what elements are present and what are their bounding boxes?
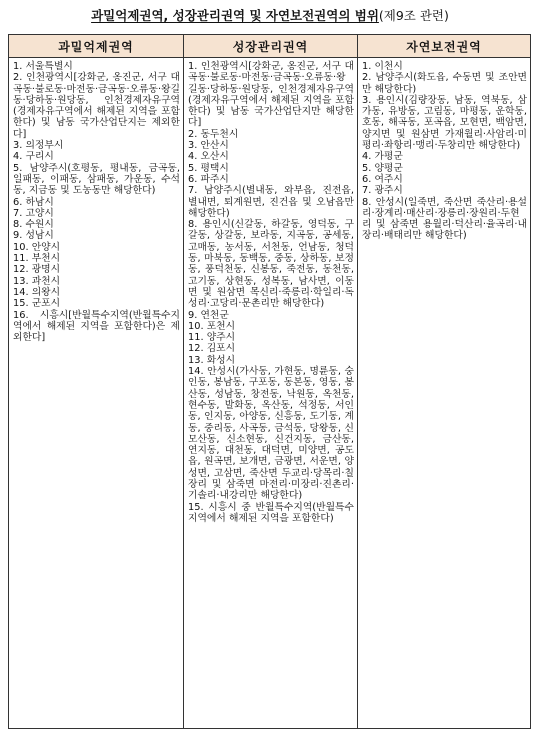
header-growth-management: 성장관리권역	[184, 35, 358, 58]
list-item: 3. 안산시	[188, 140, 229, 152]
list-item: 8. 안성시(일죽면, 죽산면 죽산리·용설리·장계리·매산리·장릉리·장원리·두현리 및 삼죽면 용월리·덕산리·율곡리·내장리·배태리만 해당한다)	[362, 196, 527, 242]
list-item: 11. 부천시	[13, 253, 61, 265]
list-item: 11. 양주시	[188, 332, 236, 344]
document-title-main: 과밀억제권역, 성장관리권역 및 자연보전권역의 범위	[91, 8, 379, 23]
document-title-note: (제9조 관련)	[378, 8, 449, 23]
list-item: 5. 평택시	[188, 162, 229, 174]
list-item: 3. 용인시(김량장동, 남동, 역북동, 삼가동, 유방동, 고림동, 마평동, 운학동, 호동, 해곡동, 포곡읍, 모현면, 백암면, 양지면 및 원삼면 가재월리·사암리·미평리·좌항리·맹리·두창리만 해당한다)	[362, 94, 527, 152]
document-title	[0, 6, 540, 24]
list-item: 2. 동두천시	[188, 128, 239, 140]
list-item: 15. 군포시	[13, 298, 61, 310]
list-item: 15. 시흥시 중 반월특수지역(반월특수지역에서 해제된 지역을 포함한다)	[188, 501, 354, 524]
list-item: 12. 광명시	[13, 264, 61, 276]
growth-management-cell	[184, 58, 358, 729]
list-item: 10. 포천시	[188, 320, 236, 332]
list-item: 14. 의왕시	[13, 286, 61, 298]
list-item: 7. 고양시	[13, 207, 54, 219]
header-nature-conservation: 자연보전권역	[358, 35, 531, 58]
list-item: 14. 안성시(가사동, 가현동, 명륜동, 숭인동, 봉남동, 구포동, 동본동, 영동, 봉산동, 성남동, 창전동, 낙원동, 옥천동, 현수동, 발화동, 옥산동, 석정동, 서인동, 인지동, 아양동, 신흥동, 도기동, 계동, 중리동, 사곡동, 금석동, 당왕동, 신모산동, 신소현동, 신건지동, 금산동, 연지동, 대천동, 대덕면, 미양면, 공도읍, 원곡면, 보개면, 금광면, 서운면, 양성면, 고삼면, 죽산면 두교리·당목리·칠장리 및 삼죽면 마전리·미장리·진촌리·기솔리·내강리만 해당한다)	[188, 366, 354, 502]
list-item: 6. 하남시	[13, 196, 54, 208]
list-item: 2. 인천광역시[강화군, 옹진군, 서구 대곡동·불로동·마전동·금곡동·오류동·왕길동·당하동·원당동, 인천경제자유구역(경제자유구역에서 해제된 지역을 포함한다) 및 남동 국가산업단지는 제외한다]	[13, 72, 180, 140]
list-item: 3. 의정부시	[13, 140, 64, 152]
header-row	[9, 35, 531, 58]
region-table	[8, 34, 531, 729]
list-item: 1. 이천시	[362, 61, 403, 72]
header-overconcentration: 과밀억제권역	[9, 35, 184, 58]
list-item: 13. 과천시	[13, 275, 61, 287]
nature-conservation-list	[362, 61, 527, 242]
list-item: 5. 남양주시(호평동, 평내동, 금곡동, 일패동, 이패동, 삼패동, 가운동, 수석동, 지금동 및 도농동만 해당한다)	[13, 162, 180, 197]
list-item: 7. 남양주시(별내동, 와부읍, 진전읍, 별내면, 퇴계원면, 진건읍 및 오남읍만 해당한다)	[188, 185, 354, 219]
list-item: 9. 성남시	[13, 230, 54, 242]
list-item: 2. 남양주시(화도읍, 수동면 및 조안면만 해당한다)	[362, 72, 527, 95]
list-item: 10. 안양시	[13, 241, 61, 253]
nature-conservation-cell	[358, 58, 531, 729]
list-item: 13. 화성시	[188, 354, 236, 366]
growth-management-list	[188, 61, 354, 524]
list-item: 6. 여주시	[362, 173, 403, 185]
content-row	[9, 58, 531, 729]
list-item: 5. 양평군	[362, 162, 403, 174]
list-item: 4. 가평군	[362, 151, 403, 163]
list-item: 4. 오산시	[188, 151, 229, 163]
list-item: 9. 연천군	[188, 309, 229, 321]
list-item: 8. 수원시	[13, 219, 54, 231]
list-item: 7. 광주시	[362, 185, 403, 197]
list-item: 12. 김포시	[188, 343, 236, 355]
list-item: 1. 서울특별시	[13, 61, 73, 72]
overconcentration-cell	[9, 58, 184, 729]
list-item: 16. 시흥시[반월특수지역(반월특수지역에서 해제된 지역을 포함한다)은 제외한다]	[13, 309, 180, 344]
list-item: 1. 인천광역시[강화군, 옹진군, 서구 대곡동·불로동·마전동·금곡동·오류동·왕길동·당하동·원당동, 인천경제자유구역(경제자유구역에서 해제된 지역을 포함한다) 및 남동 국가산업단지만 해당한다]	[188, 61, 354, 129]
list-item: 6. 파주시	[188, 173, 229, 185]
list-item: 4. 구리시	[13, 151, 54, 163]
list-item: 8. 용인시(신갈동, 하갈동, 영덕동, 구갈동, 상갈동, 보라동, 지곡동, 공세동, 고매동, 농서동, 서천동, 언남동, 청덕동, 마북동, 동백동, 중동, 상하동, 보정동, 풍덕천동, 신봉동, 죽전동, 동천동, 고기동, 상현동, 성복동, 남사면, 이동면 및 원삼면 목신리·죽릉리·학일리·독성리·고당리·문촌리만 해당한다)	[188, 219, 354, 310]
overconcentration-list	[13, 61, 180, 343]
